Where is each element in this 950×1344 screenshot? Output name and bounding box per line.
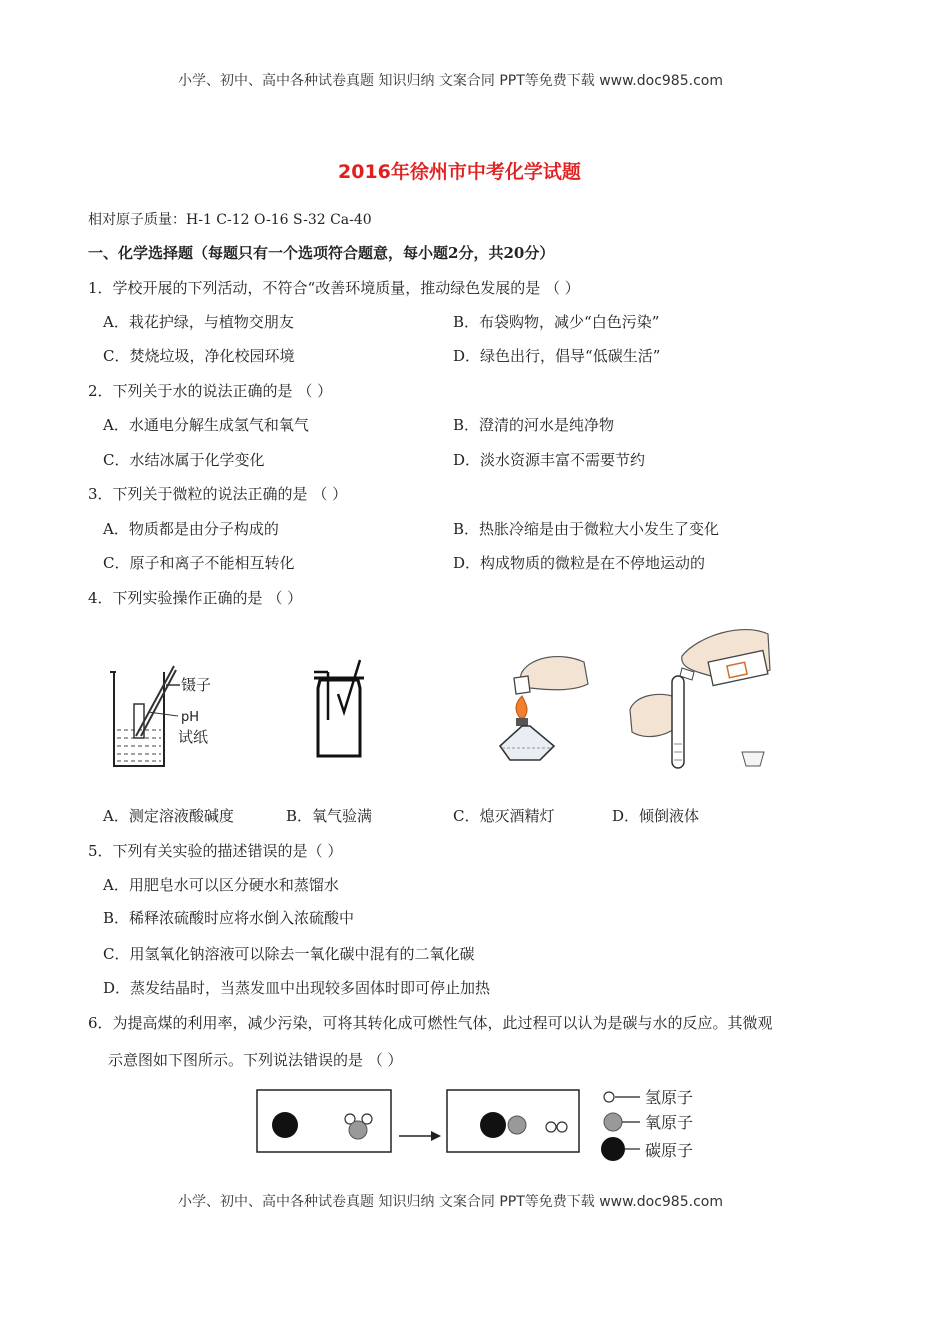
question-2-option-c: C．水结冰属于化学变化 xyxy=(103,451,265,469)
beaker-liquid xyxy=(117,730,161,761)
water-molecule xyxy=(345,1114,372,1139)
question-6-stem-line2: 示意图如下图所示。下列说法错误的是 （ ） xyxy=(108,1051,403,1069)
beaker-outline xyxy=(114,672,164,766)
reaction-microdiagram xyxy=(255,1084,715,1174)
hydrogen-atom-icon xyxy=(604,1092,614,1102)
question-2-stem: 2．下列关于水的说法正确的是 （ ） xyxy=(88,382,333,400)
legend-hydrogen: 氢原子 xyxy=(645,1088,694,1107)
figure-oxygen-test xyxy=(310,658,370,760)
page-title: 2016年徐州市中考化学试题 xyxy=(338,161,581,183)
question-4-option-d: D．倾倒液体 xyxy=(612,807,700,825)
oxygen-atom-icon xyxy=(604,1113,622,1131)
carbon-atom-icon xyxy=(601,1137,625,1161)
question-2-option-a: A．水通电分解生成氢气和氧气 xyxy=(103,416,309,434)
question-5-option-a: A．用肥皂水可以区分硬水和蒸馏水 xyxy=(103,876,339,894)
hand-icon xyxy=(520,657,588,690)
question-6-stem-line1: 6．为提高煤的利用率，减少污染，可将其转化成可燃性气体，此过程可以认为是碳与水的反应。其微观 xyxy=(88,1014,773,1032)
question-3-option-a: A．物质都是由分子构成的 xyxy=(103,520,279,538)
legend-oxygen: 氧原子 xyxy=(645,1113,694,1132)
question-3-option-b: B．热胀冷缩是由于微粒大小发生了变化 xyxy=(453,520,720,538)
question-3-stem: 3．下列关于微粒的说法正确的是 （ ） xyxy=(88,485,348,503)
question-2-option-d: D．淡水资源丰富不需要节约 xyxy=(453,451,646,469)
section-heading: 一、化学选择题（每题只有一个选项符合题意，每小题2分，共20分） xyxy=(88,244,555,262)
lamp-cap xyxy=(514,676,530,694)
figure-ph-test xyxy=(108,660,218,772)
question-3-option-d: D．构成物质的微粒是在不停地运动的 xyxy=(453,554,706,572)
flame-icon xyxy=(516,696,527,718)
question-2-option-b: B．澄清的河水是纯净物 xyxy=(453,416,615,434)
question-4-option-c: C．熄灭酒精灯 xyxy=(453,807,555,825)
label-ph: pH xyxy=(181,710,200,725)
co-molecule xyxy=(480,1112,526,1138)
question-5-stem: 5．下列有关实验的描述错误的是（ ） xyxy=(88,842,343,860)
page-header: 小学、初中、高中各种试卷真题 知识归纳 文案合同 PPT等免费下载 www.doc985.com xyxy=(178,73,723,89)
question-1-option-d: D．绿色出行，倡导“低碳生活” xyxy=(453,347,661,365)
legend-carbon: 碳原子 xyxy=(645,1141,694,1160)
question-1-option-c: C．焚烧垃圾，净化校园环境 xyxy=(103,347,295,365)
gas-bottle xyxy=(318,680,360,756)
atomic-mass-line: 相对原子质量：H-1 C-12 O-16 S-32 Ca-40 xyxy=(88,212,372,228)
question-5-option-d: D．蒸发结晶时，当蒸发皿中出现较多固体时即可停止加热 xyxy=(103,979,491,997)
question-4-stem: 4．下列实验操作正确的是 （ ） xyxy=(88,589,303,607)
test-tube xyxy=(672,676,684,768)
figure-alcohol-lamp xyxy=(484,648,594,773)
question-1-option-a: A．栽花护绿，与植物交朋友 xyxy=(103,313,294,331)
question-5-option-c: C．用氢氧化钠溶液可以除去一氧化碳中混有的二氧化碳 xyxy=(103,945,475,963)
alcohol-lamp-body xyxy=(500,726,554,760)
wood-splint xyxy=(338,660,360,712)
bottle-stopper xyxy=(742,752,764,766)
question-4-option-a: A．测定溶液酸碱度 xyxy=(103,807,234,825)
question-1-option-b: B．布袋购物，减少“白色污染” xyxy=(453,313,660,331)
tweezers-icon xyxy=(136,666,176,736)
page-footer: 小学、初中、高中各种试卷真题 知识归纳 文案合同 PPT等免费下载 www.doc985.com xyxy=(178,1194,723,1210)
carbon-atom xyxy=(272,1112,298,1138)
question-3-option-c: C．原子和离子不能相互转化 xyxy=(103,554,295,572)
question-1-stem: 1．学校开展的下列活动，不符合“改善环境质量，推动绿色发展的是 （ ） xyxy=(88,279,580,297)
label-tweezers: 镊子 xyxy=(181,676,212,694)
label-test-paper: 试纸 xyxy=(178,728,209,746)
legend xyxy=(601,1088,693,1161)
question-4-option-b: B．氧气验满 xyxy=(286,807,373,825)
h2-molecule xyxy=(546,1122,567,1132)
figure-pour-liquid xyxy=(624,618,774,773)
question-5-option-b: B．稀释浓硫酸时应将水倒入浓硫酸中 xyxy=(103,909,355,927)
